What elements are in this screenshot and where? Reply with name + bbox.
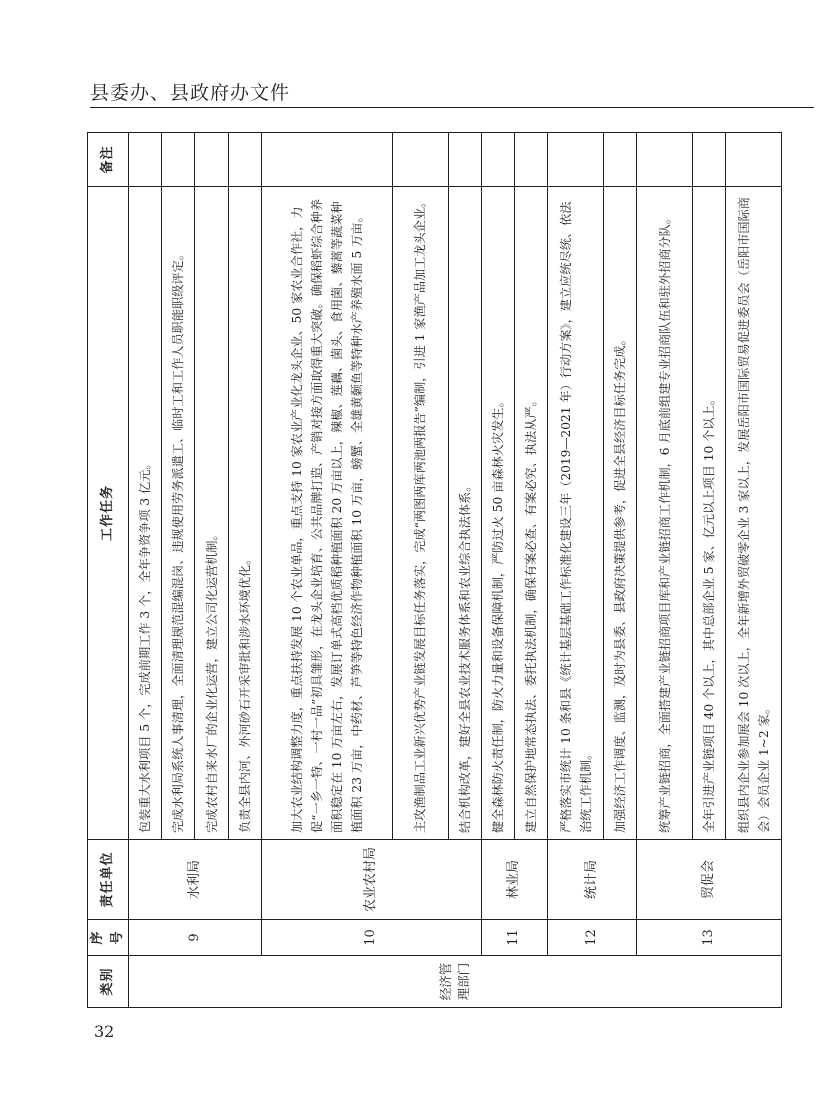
header-divider [90, 107, 814, 108]
table-row [637, 133, 693, 1008]
remark-cell [692, 133, 725, 187]
task-cell: 结合机构改革，建好全县农业技术服务体系和农业综合执法体系。 [448, 187, 481, 840]
category-cell: 经济管理部门 [129, 956, 782, 1008]
row-number-12: 12 [548, 920, 637, 956]
row-number-10: 10 [261, 920, 481, 956]
task-cell: 加强经济工作调度、监测，及时为县委、县政府决策提供参考，促进全县经济目标任务完成。 [603, 187, 636, 840]
remark-cell [514, 133, 547, 187]
table-row [261, 133, 392, 1008]
task-cell: 建立自然保护地常态执法、委托执法机制，确保有案必查、有案必究、执法从严。 [514, 187, 547, 840]
remark-cell [448, 133, 481, 187]
responsible-unit-statistics: 统计局 [548, 840, 637, 920]
row-number-9: 9 [129, 920, 262, 956]
remark-cell [603, 133, 636, 187]
document-header-title: 县委办、县政府办文件 [90, 82, 291, 104]
remark-cell [392, 133, 448, 187]
task-cell: 完成农村自来水厂的企业化运营，建立公司化运营机制。 [195, 187, 228, 840]
task-cell: 完成水利局系统人事清理，全面清理规范混编混岗、违规使用劳务派遣工、临时工和工作人员职能职级评定。 [162, 187, 195, 840]
task-cell: 严格落实市统计 10 条和县《统计基层基础工作标准化建设三年（2019—2021 年）行动方案》，建立应统尽统、依法治统工作机制。 [548, 187, 604, 840]
remark-cell [481, 133, 514, 187]
column-header-task: 工作任务 [88, 187, 129, 840]
responsible-unit-forestry: 林业局 [481, 840, 547, 920]
responsible-unit-water: 水利局 [129, 840, 262, 920]
remark-cell [228, 133, 261, 187]
responsible-unit-agriculture: 农业农村局 [261, 840, 481, 920]
remark-cell [129, 133, 162, 187]
responsible-unit-trade-promotion: 贸促会 [637, 840, 782, 920]
task-cell: 健全森林防火责任制，防火力量和设备保障机制，严防过火 50 亩森林火灾发生。 [481, 187, 514, 840]
table-row [548, 133, 604, 1008]
column-header-unit: 责任单位 [88, 840, 129, 920]
remark-cell [548, 133, 604, 187]
remark-cell [726, 133, 782, 187]
rotated-table-wrapper [87, 133, 782, 1008]
table-header-row [88, 133, 129, 1008]
task-cell: 组织县内企业参加展会 10 次以上，全年新增外贸破零企业 3 家以上，发展岳阳市国际贸易促进委员会（岳阳市国际商会）会员企业 1~2 家。 [726, 187, 782, 840]
task-cell: 负责全县内河、外河砂石开采审批和涉水环境优化。 [228, 187, 261, 840]
task-cell: 全年引进产业链项目 40 个以上，其中总部企业 5 家、亿元以上项目 10 个以上。 [692, 187, 725, 840]
remark-cell [195, 133, 228, 187]
table-row [129, 133, 162, 1008]
task-cell: 加大农业结构调整力度，重点扶持发展 10 个农业单品，重点支持 10 家农业产业化龙头企业、50 家农业合作社，力促“一乡一特、一村一品”初具雏形，在龙头企业培育、公共品牌打造、产销对接方面取得重大突破。确保稻虾综合种养面积稳定在 10 万亩左右，发展订单式高档优质稻种植面积 20 万亩以上，辣椒、莲藕、菌头、食用菌、藜蒿等蔬菜种植面积 23 万亩，中药材、芦笋等特色经济作物种植面积 10 万亩，螃蟹、全雄黄颡鱼等特种水产养殖水面 5 万亩。 [261, 187, 392, 840]
table-row [481, 133, 514, 1008]
task-cell: 包装重大水利项目 5 个，完成前期工作 3 个，全年争资争项 3 亿元。 [129, 187, 162, 840]
work-task-table [87, 132, 782, 1008]
remark-cell [162, 133, 195, 187]
task-cell: 主攻渔制品工业新兴优势产业链发展目标任务落实，完成“两图两库两池两报告”编制，引进 1 家渔产品加工龙头企业。 [392, 187, 448, 840]
remark-cell [261, 133, 392, 187]
task-cell: 统筹产业链招商，全面搭建产业链招商项目库和产业链招商工作机制，6 月底前组建专业招商队伍和驻外招商分队。 [637, 187, 693, 840]
column-header-number: 序号 [88, 920, 129, 956]
row-number-13: 13 [637, 920, 782, 956]
page-number: 32 [94, 1022, 115, 1041]
column-header-remark: 备注 [88, 133, 129, 187]
row-number-11: 11 [481, 920, 547, 956]
remark-cell [637, 133, 693, 187]
column-header-category: 类别 [88, 956, 129, 1008]
